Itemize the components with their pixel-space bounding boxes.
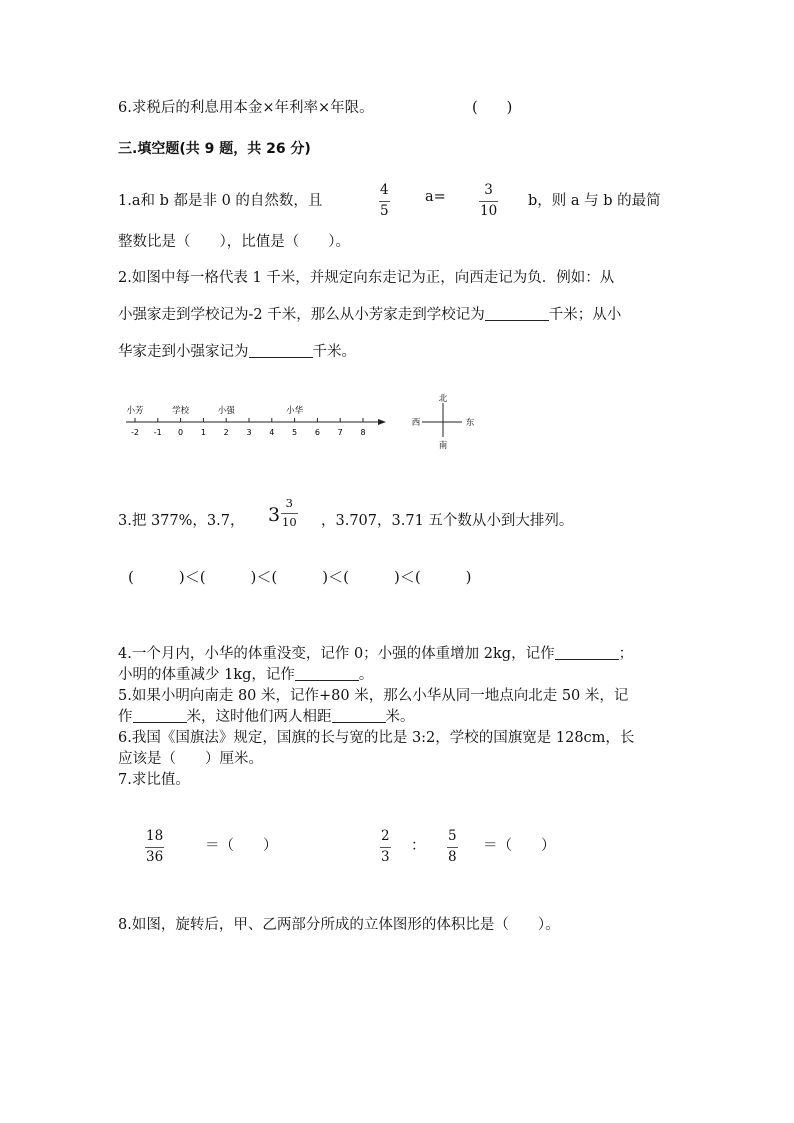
question-text: 千米；从小 [548,307,622,323]
question-text: 4.一个月内，小华的体重没变，记作 0；小强的体重增加 2kg，记作 [118,646,555,662]
compass-east: 东 [465,418,475,428]
question-text: 6.求税后的利息用本金×年利率×年限。 [118,100,374,116]
answer-paren[interactable]: ＝（ ） [483,838,556,854]
fraction-numerator: 2 [381,828,390,844]
number-line-place-label: 小华 [286,406,304,416]
question-text: 米，这时他们两人相距 [186,709,332,725]
number-line-tick-label: 7 [337,428,343,437]
number-line-tick-label: -2 [131,428,139,437]
fraction-3-10 [479,184,498,218]
answer-blank[interactable] [133,708,187,723]
question-text: 。 [358,667,374,683]
fraction-bar [281,513,298,514]
fraction-2-3 [380,830,391,864]
number-line-place-label: 学校 [172,406,190,416]
number-line-tick-label: 4 [269,428,275,437]
answer-blank[interactable] [332,708,386,723]
number-line-tick-label: 2 [223,428,229,437]
question-3-suffix: ，3.707，3.71 五个数从小到大排列。 [321,513,574,529]
question-2-line2 [118,303,621,324]
question-text: 米。 [385,709,415,725]
fraction-bar [447,847,458,848]
question-2-line3 [118,340,356,361]
number-line-tick-label: 1 [200,428,206,437]
number-line-place-labels [126,405,303,416]
number-line-tick-label: 0 [178,428,184,437]
fraction-numerator: 3 [285,496,293,510]
question-4-line1 [118,642,633,663]
number-line-ticks [131,418,366,437]
fraction-denominator: 3 [381,848,390,865]
fraction-numerator: 18 [146,828,164,844]
fraction-denominator: 8 [448,848,457,865]
mixed-number-whole: 3 [268,504,281,526]
fraction-5-8 [447,830,458,864]
ordering-blanks[interactable]: ( )＜( )＜( )＜( )＜( ) [128,568,472,586]
compass-south: 南 [438,441,448,450]
fraction-bar [479,201,498,202]
number-line-figure [120,395,390,445]
answer-blank[interactable] [555,645,619,660]
answer-blank[interactable] [485,306,549,321]
section-heading: 三.填空题(共 9 题，共 26 分) [118,141,311,157]
question-text: 千米。 [312,344,356,360]
compass-figure [405,392,480,450]
number-line-tick-label: 5 [292,428,298,437]
question-text: 华家走到小强家记为 [118,344,249,360]
answer-paren[interactable]: ( ) [472,100,513,116]
fraction-denominator: 36 [146,848,164,865]
number-line-tick-label: -1 [153,428,162,437]
question-text: 小明的体重减少 1kg，记作 [118,667,295,683]
arrow-head-icon [378,419,386,425]
number-line-tick-label: 3 [246,428,252,437]
fraction-numerator: 4 [380,182,389,198]
fraction-bar [380,847,391,848]
number-line-place-label: 小芳 [126,406,144,416]
fraction-denominator: 10 [282,514,297,529]
question-2-line1: 2.如图中每一格代表 1 千米，并规定向东走记为正，向西走记为负．例如：从 [118,270,615,286]
question-6-line2: 应该是（ ）厘米。 [118,751,263,767]
mixed-number-fraction [281,498,298,528]
question-text: 小强家走到学校记为-2 千米，那么从小芳家走到学校记为 [118,307,485,323]
question-1-prefix: 1.a和 b 都是非 0 的自然数，且 [118,193,323,209]
number-line-place-label: 小强 [217,406,235,416]
question-text: ； [618,646,634,662]
question-1-line2: 整数比是（ ），比值是（ ）。 [118,234,350,250]
answer-paren[interactable]: ＝（ ） [205,838,278,854]
fraction-bar [379,201,390,202]
question-3-prefix: 3.把 377%，3.7， [118,513,245,529]
question-4-line2 [118,663,373,684]
question-7-title: 7.求比值。 [118,772,190,788]
fraction-numerator: 3 [484,182,493,198]
question-8: 8.如图，旋转后，甲、乙两部分所成的立体图形的体积比是（ ）。 [118,917,560,933]
number-line-tick-label: 8 [360,428,366,437]
answer-blank[interactable] [295,666,359,681]
fraction-denominator: 5 [380,202,389,219]
question-5-line2 [118,705,415,726]
a-equals: a= [425,189,446,205]
fraction-4-5 [379,184,390,218]
number-line-tick-label: 6 [314,428,320,437]
question-text: 作 [118,709,133,725]
fraction-denominator: 10 [480,202,498,219]
fraction-18-36 [145,830,164,864]
fraction-bar [145,847,164,848]
question-1-suffix: b，则 a 与 b 的最简 [528,193,661,209]
answer-blank[interactable] [249,343,313,358]
compass-north: 北 [438,394,448,404]
question-6-tf [118,96,374,117]
question-6-line1: 6.我国《国旗法》规定，国旗的长与宽的比是 3:2，学校的国旗宽是 128cm，长 [118,730,635,746]
compass-west: 西 [411,418,421,428]
fraction-numerator: 5 [448,828,457,844]
ratio-colon: ： [411,838,426,854]
question-5-line1: 5.如果小明向南走 80 米，记作+80 米，那么小华从同一地点向北走 50 米，记 [118,688,629,704]
